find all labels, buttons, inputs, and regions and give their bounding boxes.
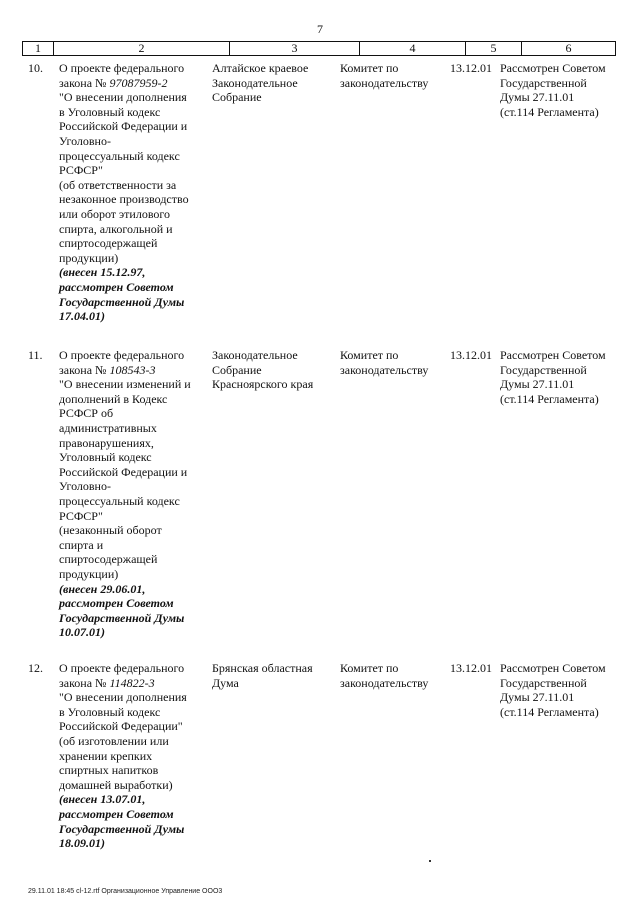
committee-line: Комитет по (340, 61, 399, 75)
column-header: 6 (565, 41, 572, 55)
bill-law-line (59, 676, 231, 691)
bill-text-line: РСФСР" (59, 163, 103, 178)
bill-text-line: спиртосодержащей (59, 236, 158, 251)
bill-text-line: продукции) (59, 566, 119, 581)
submission-note: Государственной Думы (59, 610, 185, 625)
bill-text-line: дополнений в Кодекс (59, 391, 168, 406)
submission-note: 18.09.01) (59, 836, 105, 851)
result-line: (ст.114 Регламента) (500, 391, 599, 406)
bill-text-line: "О внесении изменений и (59, 377, 191, 392)
submission-note: рассмотрен Советом (59, 279, 174, 294)
initiator (212, 348, 340, 392)
bill-text-line: Уголовный кодекс (59, 450, 152, 465)
bill-text-line: административных (59, 420, 157, 435)
result-line: Думы 27.11.01 (500, 690, 575, 705)
law-prefix: закона № (59, 675, 110, 690)
bill-text-line: (незаконный оборот (59, 523, 162, 538)
record-number: 12. (28, 661, 43, 675)
bill-text-line: Уголовно- (59, 133, 111, 148)
initiator (212, 61, 340, 105)
bill-text-line: РСФСР об (59, 406, 114, 421)
law-number: 114822-3 (109, 675, 155, 690)
initiator (212, 661, 340, 690)
submission-note: (внесен 29.06.01, (59, 581, 146, 596)
law-number: 97087959-2 (109, 75, 168, 90)
date: 13.12.01 (450, 348, 492, 362)
initiator-line: Красноярского края (212, 377, 314, 392)
result-line: Государственной (500, 675, 587, 690)
column-header: 1 (23, 42, 54, 55)
result-line: Рассмотрен Советом (500, 661, 606, 675)
result-line: Рассмотрен Советом (500, 348, 606, 362)
bill-text-line: продукции) (59, 250, 119, 265)
initiator-line: Законодательное (212, 348, 298, 362)
initiator-line: Брянская областная (212, 661, 313, 675)
result (500, 348, 640, 406)
bill-text-line: в Уголовный кодекс (59, 104, 161, 119)
committee-line: Комитет по (340, 661, 399, 675)
bill-text-line: спиртосодержащей (59, 552, 158, 567)
bill-description (59, 61, 231, 324)
bill-law-line (59, 363, 231, 378)
bill-text-line: Российской Федерации и (59, 119, 188, 134)
bill-description (59, 348, 231, 640)
column-header: 4 (360, 42, 466, 55)
bill-text-line: "О внесении дополнения (59, 90, 187, 105)
record-number: 10. (28, 61, 43, 75)
result-line: Думы 27.11.01 (500, 377, 575, 392)
committee-line: законодательству (340, 362, 429, 377)
submission-note: 17.04.01) (59, 309, 105, 324)
page-number: 7 (317, 22, 323, 36)
law-prefix: закона № (59, 362, 110, 377)
bill-text-line: (об ответственности за (59, 177, 177, 192)
committee-line: законодательству (340, 75, 429, 90)
result (500, 61, 640, 119)
initiator-line: Алтайское краевое (212, 61, 309, 75)
initiator-line: Дума (212, 675, 239, 690)
submission-note: (внесен 13.07.01, (59, 792, 146, 807)
date: 13.12.01 (450, 61, 492, 75)
bill-text-line: спиртных напитков (59, 763, 159, 778)
bill-lead: О проекте федерального (59, 348, 185, 362)
bill-text-line: в Уголовный кодекс (59, 704, 161, 719)
column-header: 5 (466, 42, 522, 55)
result-line: (ст.114 Регламента) (500, 704, 599, 719)
result-line: (ст.114 Регламента) (500, 104, 599, 119)
result (500, 661, 640, 719)
submission-note: рассмотрен Советом (59, 596, 174, 611)
bill-text-line: Российской Федерации" (59, 719, 183, 734)
page-footer: 29.11.01 18:45 cl-12.rtf Организационное Управление ООО3 (28, 888, 223, 895)
bill-text-line: хранении крепких (59, 748, 153, 763)
bill-text-line: Российской Федерации и (59, 464, 188, 479)
committee (340, 661, 452, 690)
scan-dot (429, 860, 431, 862)
bill-text-line: спирта и (59, 537, 104, 552)
bill-text-line: домашней выработки) (59, 777, 173, 792)
bill-lead: О проекте федерального (59, 61, 185, 75)
bill-text-line: процессуальный кодекс (59, 148, 180, 163)
committee (340, 61, 452, 90)
bill-text-line: РСФСР" (59, 508, 103, 523)
bill-text-line: Уголовно- (59, 479, 111, 494)
record-number: 11. (28, 348, 43, 362)
submission-note: рассмотрен Советом (59, 806, 174, 821)
bill-lead: О проекте федерального (59, 661, 185, 675)
submission-note: 10.07.01) (59, 625, 105, 640)
initiator-line: Собрание (212, 90, 262, 105)
committee-line: законодательству (340, 675, 429, 690)
committee-line: Комитет по (340, 348, 399, 362)
law-prefix: закона № (59, 75, 110, 90)
result-line: Думы 27.11.01 (500, 90, 575, 105)
submission-note: Государственной Думы (59, 821, 185, 836)
bill-text-line: (об изготовлении или (59, 733, 169, 748)
bill-text-line: правонарушениях, (59, 435, 154, 450)
date: 13.12.01 (450, 661, 492, 675)
bill-description (59, 661, 231, 851)
column-header: 2 (54, 42, 230, 55)
initiator-line: Законодательное (212, 75, 298, 90)
column-header: 3 (230, 42, 360, 55)
bill-text-line: процессуальный кодекс (59, 493, 180, 508)
bill-text-line: "О внесении дополнения (59, 690, 187, 705)
submission-note: (внесен 15.12.97, (59, 265, 146, 280)
column-header-row (22, 41, 616, 56)
bill-text-line: незаконное производство (59, 192, 189, 207)
result-line: Рассмотрен Советом (500, 61, 606, 75)
result-line: Государственной (500, 362, 587, 377)
bill-law-line (59, 76, 231, 91)
initiator-line: Собрание (212, 362, 262, 377)
bill-text-line: спирта, алкогольной и (59, 221, 173, 236)
bill-text-line: или оборот этилового (59, 206, 171, 221)
submission-note: Государственной Думы (59, 294, 185, 309)
committee (340, 348, 452, 377)
law-number: 108543-3 (109, 362, 156, 377)
result-line: Государственной (500, 75, 587, 90)
